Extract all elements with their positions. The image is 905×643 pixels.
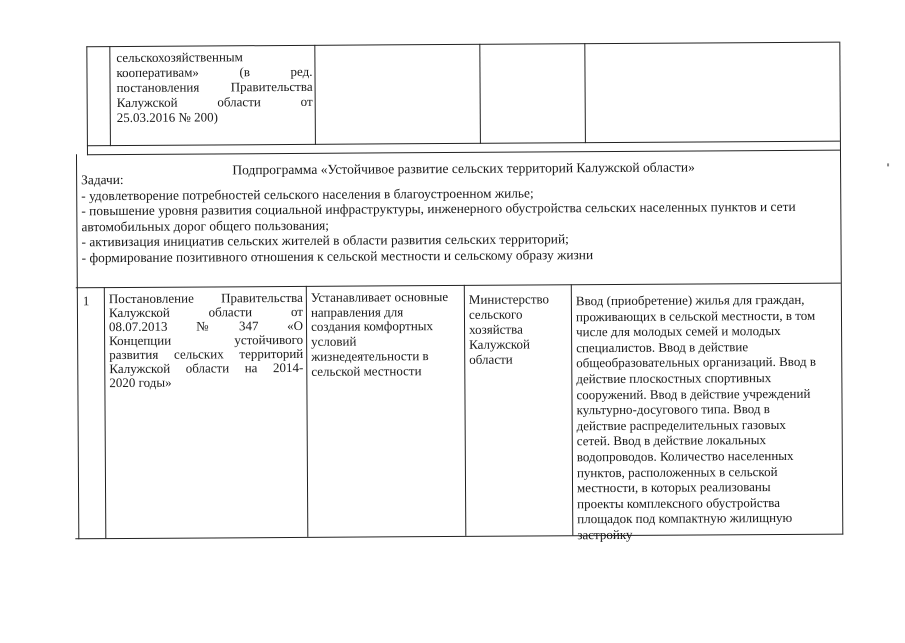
text-line: направления для — [310, 303, 404, 320]
text-line: сетей. Ввод в действие локальных — [576, 432, 767, 449]
task-item: - активизация инициатив сельских жителей в области развития сельских территорий; — [81, 231, 569, 250]
task-item: - формирование позитивного отношения к сельской местности и сельскому образу жизни — [81, 247, 594, 266]
task-item: автомобильных дорог общего пользования; — [81, 217, 330, 235]
text-line: проживающих в сельской местности, в том — [575, 307, 816, 324]
text-line: хозяйства — [469, 321, 523, 337]
document-name-cell — [116, 49, 312, 125]
table-border-left — [76, 154, 79, 539]
executor-cell — [469, 291, 569, 367]
row-divider — [87, 150, 840, 156]
tasks-label: Задачи: — [81, 171, 124, 188]
content-cell — [311, 290, 464, 379]
text-line: сельской местности — [311, 362, 422, 379]
text-line: сооружений. Ввод в действие учреждений — [576, 385, 811, 402]
text-line: площадок под компактную жилищную — [577, 510, 793, 527]
text-line: жизнедеятельности в — [311, 347, 429, 364]
col-divider — [314, 45, 316, 145]
text-line: Концепции устойчивого — [109, 331, 304, 349]
text-line: специалистов. Ввод в действие — [576, 338, 749, 356]
text-line: Калужской области на 2014- — [109, 359, 304, 377]
text-line: постановления Правительства — [116, 78, 313, 96]
task-item: - повышение уровня развития социальной инфраструктуры, инженерного обустройства сельских населенных пунктов и сети — [81, 199, 796, 219]
col-divider — [86, 46, 88, 155]
col-divider — [306, 286, 309, 537]
text-line: застройку — [577, 526, 633, 543]
scan-speck — [887, 163, 889, 166]
text-line: развития сельских территорий — [109, 345, 304, 363]
text-line: действие распределительных газовых — [576, 416, 786, 433]
text-line: Устанавливает основные — [310, 289, 449, 305]
text-line: создания комфортных — [310, 318, 434, 335]
text-line: кооперативам» (в ред. — [116, 63, 313, 81]
table-border-top — [86, 42, 839, 48]
row-number: 1 — [82, 293, 90, 309]
text-line: Калужской области от — [108, 303, 303, 321]
col-divider — [571, 284, 574, 535]
text-line: местности, в которых реализованы — [576, 479, 771, 496]
text-line: Министерство — [468, 291, 550, 307]
tasks-block — [81, 168, 842, 266]
text-line: 08.07.2013 № 347 «О — [108, 317, 304, 335]
text-line: 25.03.2016 № 200) — [116, 109, 219, 126]
row-divider — [76, 283, 841, 289]
text-line: Калужской — [469, 336, 531, 352]
text-line: культурно-досугового типа. Ввод в — [576, 401, 770, 418]
text-line: области — [469, 351, 513, 367]
text-line: Постановление Правительства — [108, 289, 303, 307]
text-line: сельского — [468, 306, 523, 322]
text-line: числе для молодых семей и молодых — [576, 323, 781, 340]
col-divider — [109, 46, 111, 146]
subprogram-title: Подпрограмма «Устойчивое развитие сельских территорий Калужской области» — [232, 159, 695, 178]
text-line: Калужской области от — [116, 93, 313, 111]
document-name-cell — [109, 291, 304, 390]
text-line: пунктов, расположенных в сельской — [576, 463, 778, 480]
row-divider — [87, 141, 840, 147]
text-line: действие плоскостных спортивных — [576, 370, 772, 387]
text-line: сельскохозяйственным — [116, 49, 243, 66]
col-divider — [479, 44, 481, 144]
text-line: проекты комплексного обустройства — [577, 494, 781, 511]
col-divider — [104, 287, 107, 538]
text-line: Ввод (приобретение) жилья для граждан, — [575, 291, 805, 309]
col-divider — [584, 43, 586, 143]
text-line: 2020 годы» — [109, 374, 172, 391]
task-item: - удовлетворение потребностей сельского населения в благоустроенном жилье; — [81, 185, 534, 203]
text-line: условий — [311, 333, 357, 349]
text-line: водопроводов. Количество населенных — [576, 447, 794, 465]
col-divider — [464, 285, 467, 536]
text-line: общеобразовательных организаций. Ввод в — [576, 354, 816, 371]
indicators-cell — [576, 292, 842, 543]
